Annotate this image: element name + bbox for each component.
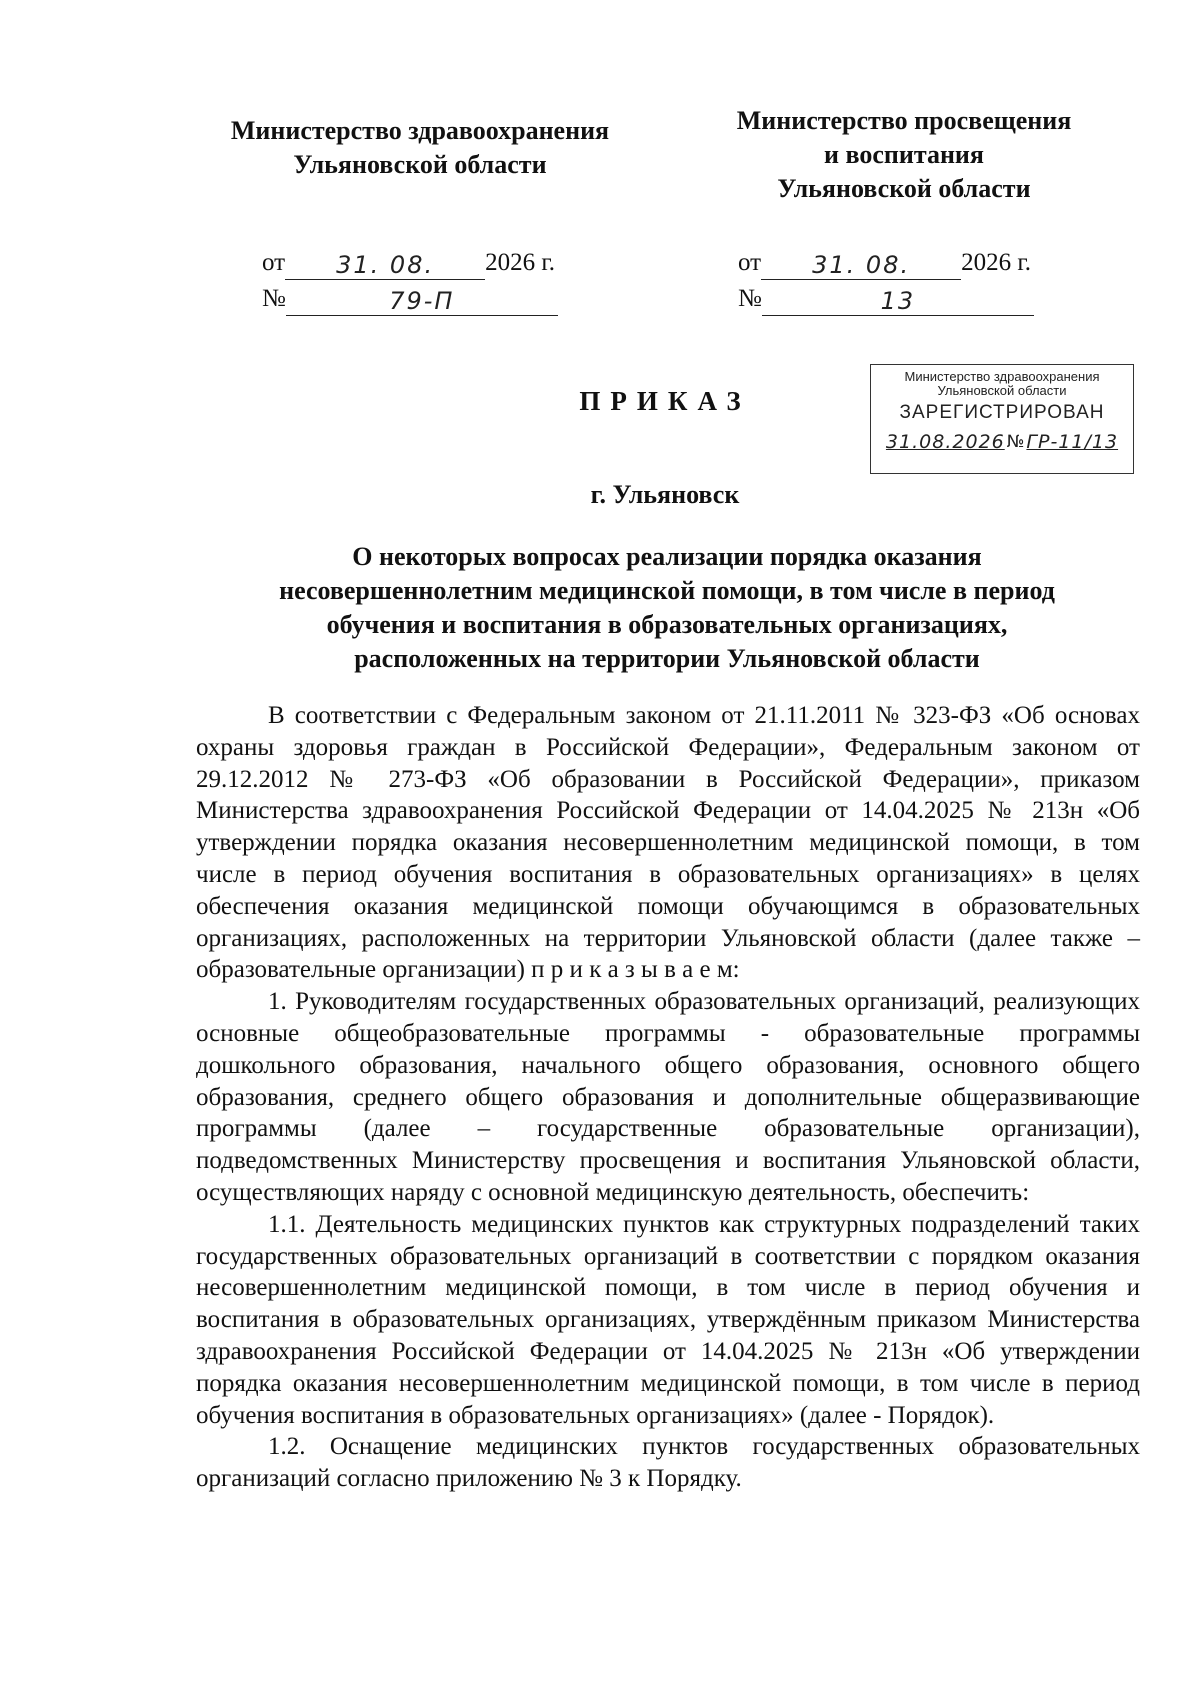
right-ministry-line: Министерство просвещения (736, 106, 1072, 135)
subject-line: расположенных на территории Ульяновской области (354, 644, 980, 673)
subject-line: О некоторых вопросах реализации порядка оказания (352, 542, 982, 571)
order-subject (192, 540, 1142, 676)
right-ministry-header (684, 104, 1124, 206)
year-suffix: 2026 г. (485, 249, 556, 276)
left-ministry-header (200, 114, 640, 182)
stamp-number-label: № (1006, 432, 1025, 452)
right-ministry-line: и воспитания (824, 140, 984, 169)
stamp-reg-date: 31.08.2026 (885, 431, 1005, 453)
body-paragraph: 1.1. Деятельность медицинских пунктов как структурных подразделений таких государственных образовательных организаций в соответствии с порядком оказания несовершеннолетним медицинской помощи, в том числе в период обучения и воспитания в образовательных организациях, утверждённым приказом Министерства здравоохранения Российской Федерации от 14.04.2025 № 213н «Об утверждении порядка оказания несовершеннолетним медицинской помощи, в том числе в период обучения воспитания в образовательных организациях» (далее - Порядок). (196, 1210, 1140, 1429)
right-ministry-line: Ульяновской области (777, 174, 1031, 203)
stamp-reg-number: ГР-11/13 (1026, 431, 1119, 453)
year-suffix: 2026 г. (961, 249, 1032, 276)
registration-stamp (870, 364, 1134, 474)
document-body (196, 700, 1140, 1495)
body-paragraph: 1. Руководителям государственных образовательных организаций, реализующих основные общеобразовательные программы - образовательные программы дошкольного образования, начального общего образования, основного общего образования, среднего общего образования и дополнительные общеразвивающие программы (далее – государственные образовательные организации), подведомственных Министерству просвещения и воспитания Ульяновской области, осуществляющих наряду с основной медицинскую деятельность, обеспечить: (196, 988, 1140, 1206)
stamp-registration-details (871, 428, 1133, 456)
stamp-line: Министерство здравоохранения (904, 369, 1100, 384)
city: г. Ульяновск (590, 480, 740, 509)
left-ministry-line: Ульяновской области (293, 150, 547, 179)
number-prefix: № (738, 285, 762, 312)
stamp-line: Ульяновской области (937, 383, 1067, 398)
right-order-details (738, 244, 1068, 316)
handwritten-date: 31. 08. (761, 251, 961, 280)
document-title: ПРИКАЗ (579, 386, 751, 416)
handwritten-number: 13 (762, 287, 1034, 316)
body-paragraph: 1.2. Оснащение медицинских пунктов государственных образовательных организаций согласно приложению № 3 к Порядку. (196, 1433, 1140, 1493)
date-prefix: от (262, 249, 286, 276)
subject-line: несовершеннолетним медицинской помощи, в том числе в период (279, 576, 1055, 605)
subject-line: обучения и воспитания в образовательных организациях, (326, 610, 1008, 639)
handwritten-number: 79-П (286, 287, 558, 316)
left-order-details (262, 244, 592, 316)
left-ministry-line: Министерство здравоохранения (230, 116, 610, 145)
body-paragraph: В соответствии с Федеральным законом от 21.11.2011 № 323-ФЗ «Об основах охраны здоровья граждан в Российской Федерации», Федеральным законом от 29.12.2012 № 273-ФЗ «Об образовании в Российской Федерации», приказом Министерства здравоохранения Российской Федерации от 14.04.2025 № 213н «Об утверждении порядка оказания несовершеннолетним медицинской помощи, в том числе в период обучения воспитания в образовательных организациях» в целях обеспечения оказания медицинской помощи обучающимся в образовательных организациях, расположенных на территории Ульяновской области (далее также – образовательные организации) п р и к а з ы в а е м: (196, 702, 1140, 984)
stamp-registered: ЗАРЕГИСТРИРОВАН (899, 402, 1105, 423)
handwritten-date: 31. 08. (285, 251, 485, 280)
date-prefix: от (738, 249, 762, 276)
number-prefix: № (262, 285, 286, 312)
